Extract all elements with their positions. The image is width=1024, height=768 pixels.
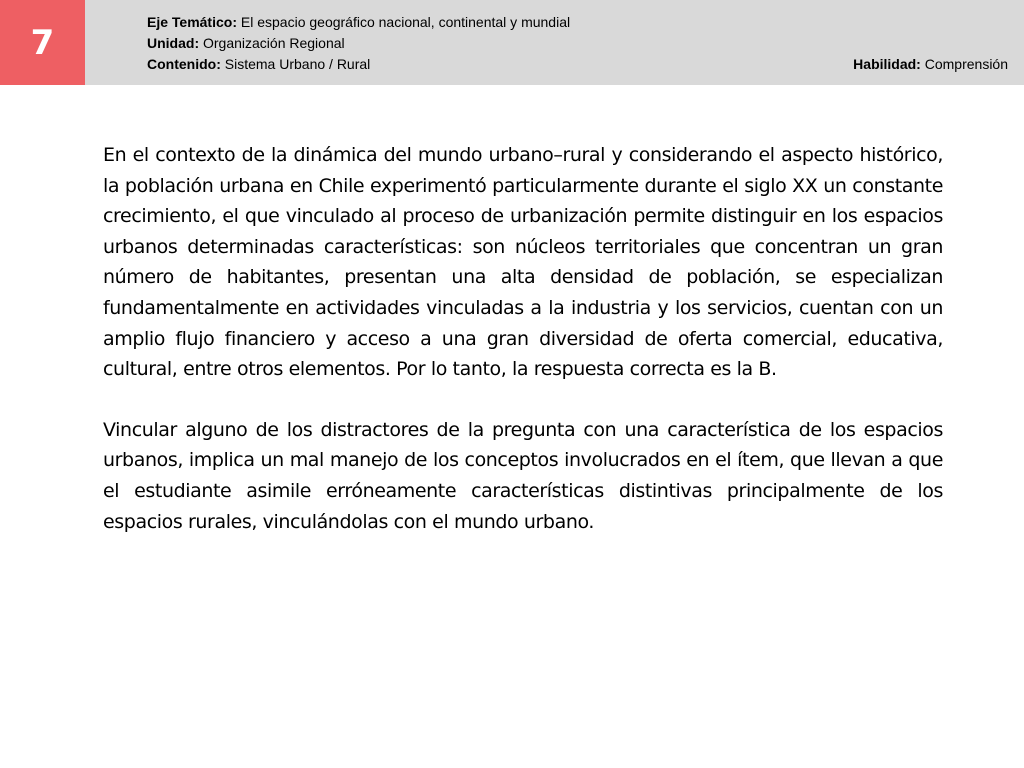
habilidad-line [853, 54, 1008, 75]
explanation-paragraph-2: Vincular alguno de los distractores de la pregunta con una característica de los espacios urbanos, implica un mal manejo de los conceptos involucrados en el ítem, que llevan a que el estudiante asimile erróneamente características distintivas principalmente de los espacios rurales, vinculándolas con el mundo urbano. [103, 418, 943, 533]
eje-tematico-label: Eje Temático: [147, 14, 237, 30]
header-meta [147, 12, 570, 75]
header-bar [85, 0, 1024, 85]
slide-number-badge [0, 0, 85, 85]
contenido-value: Sistema Urbano / Rural [224, 56, 371, 72]
eje-tematico-line [147, 12, 570, 33]
unidad-line [147, 33, 570, 54]
habilidad-label: Habilidad: [853, 56, 921, 72]
explanation-paragraph-1: En el contexto de la dinámica del mundo urbano–rural y considerando el aspecto histórico, la población urbana en Chile experimentó particularmente durante el siglo XX un constante crecimiento, el que vinculado al proceso de urbanización permite distinguir en los espacios urbanos determinadas características: son núcleos territoriales que concentran un gran número de habitantes, presentan una alta densidad de población, se especializan fundamentalmente en actividades vinculadas a la industria y los servicios, cuentan con un amplio flujo financiero y acceso a una gran diversidad de oferta comercial, educativa, cultural, entre otros elementos. Por lo tanto, la respuesta correcta es la B. [103, 144, 943, 381]
habilidad-value: Comprensión [924, 56, 1008, 72]
unidad-value: Organización Regional [203, 35, 345, 51]
explanation-body [103, 140, 943, 567]
eje-tematico-value: El espacio geográfico nacional, continental y mundial [240, 14, 571, 30]
unidad-label: Unidad: [147, 35, 200, 51]
slide-number: 7 [30, 22, 55, 63]
contenido-line [147, 54, 570, 75]
contenido-label: Contenido: [147, 56, 221, 72]
